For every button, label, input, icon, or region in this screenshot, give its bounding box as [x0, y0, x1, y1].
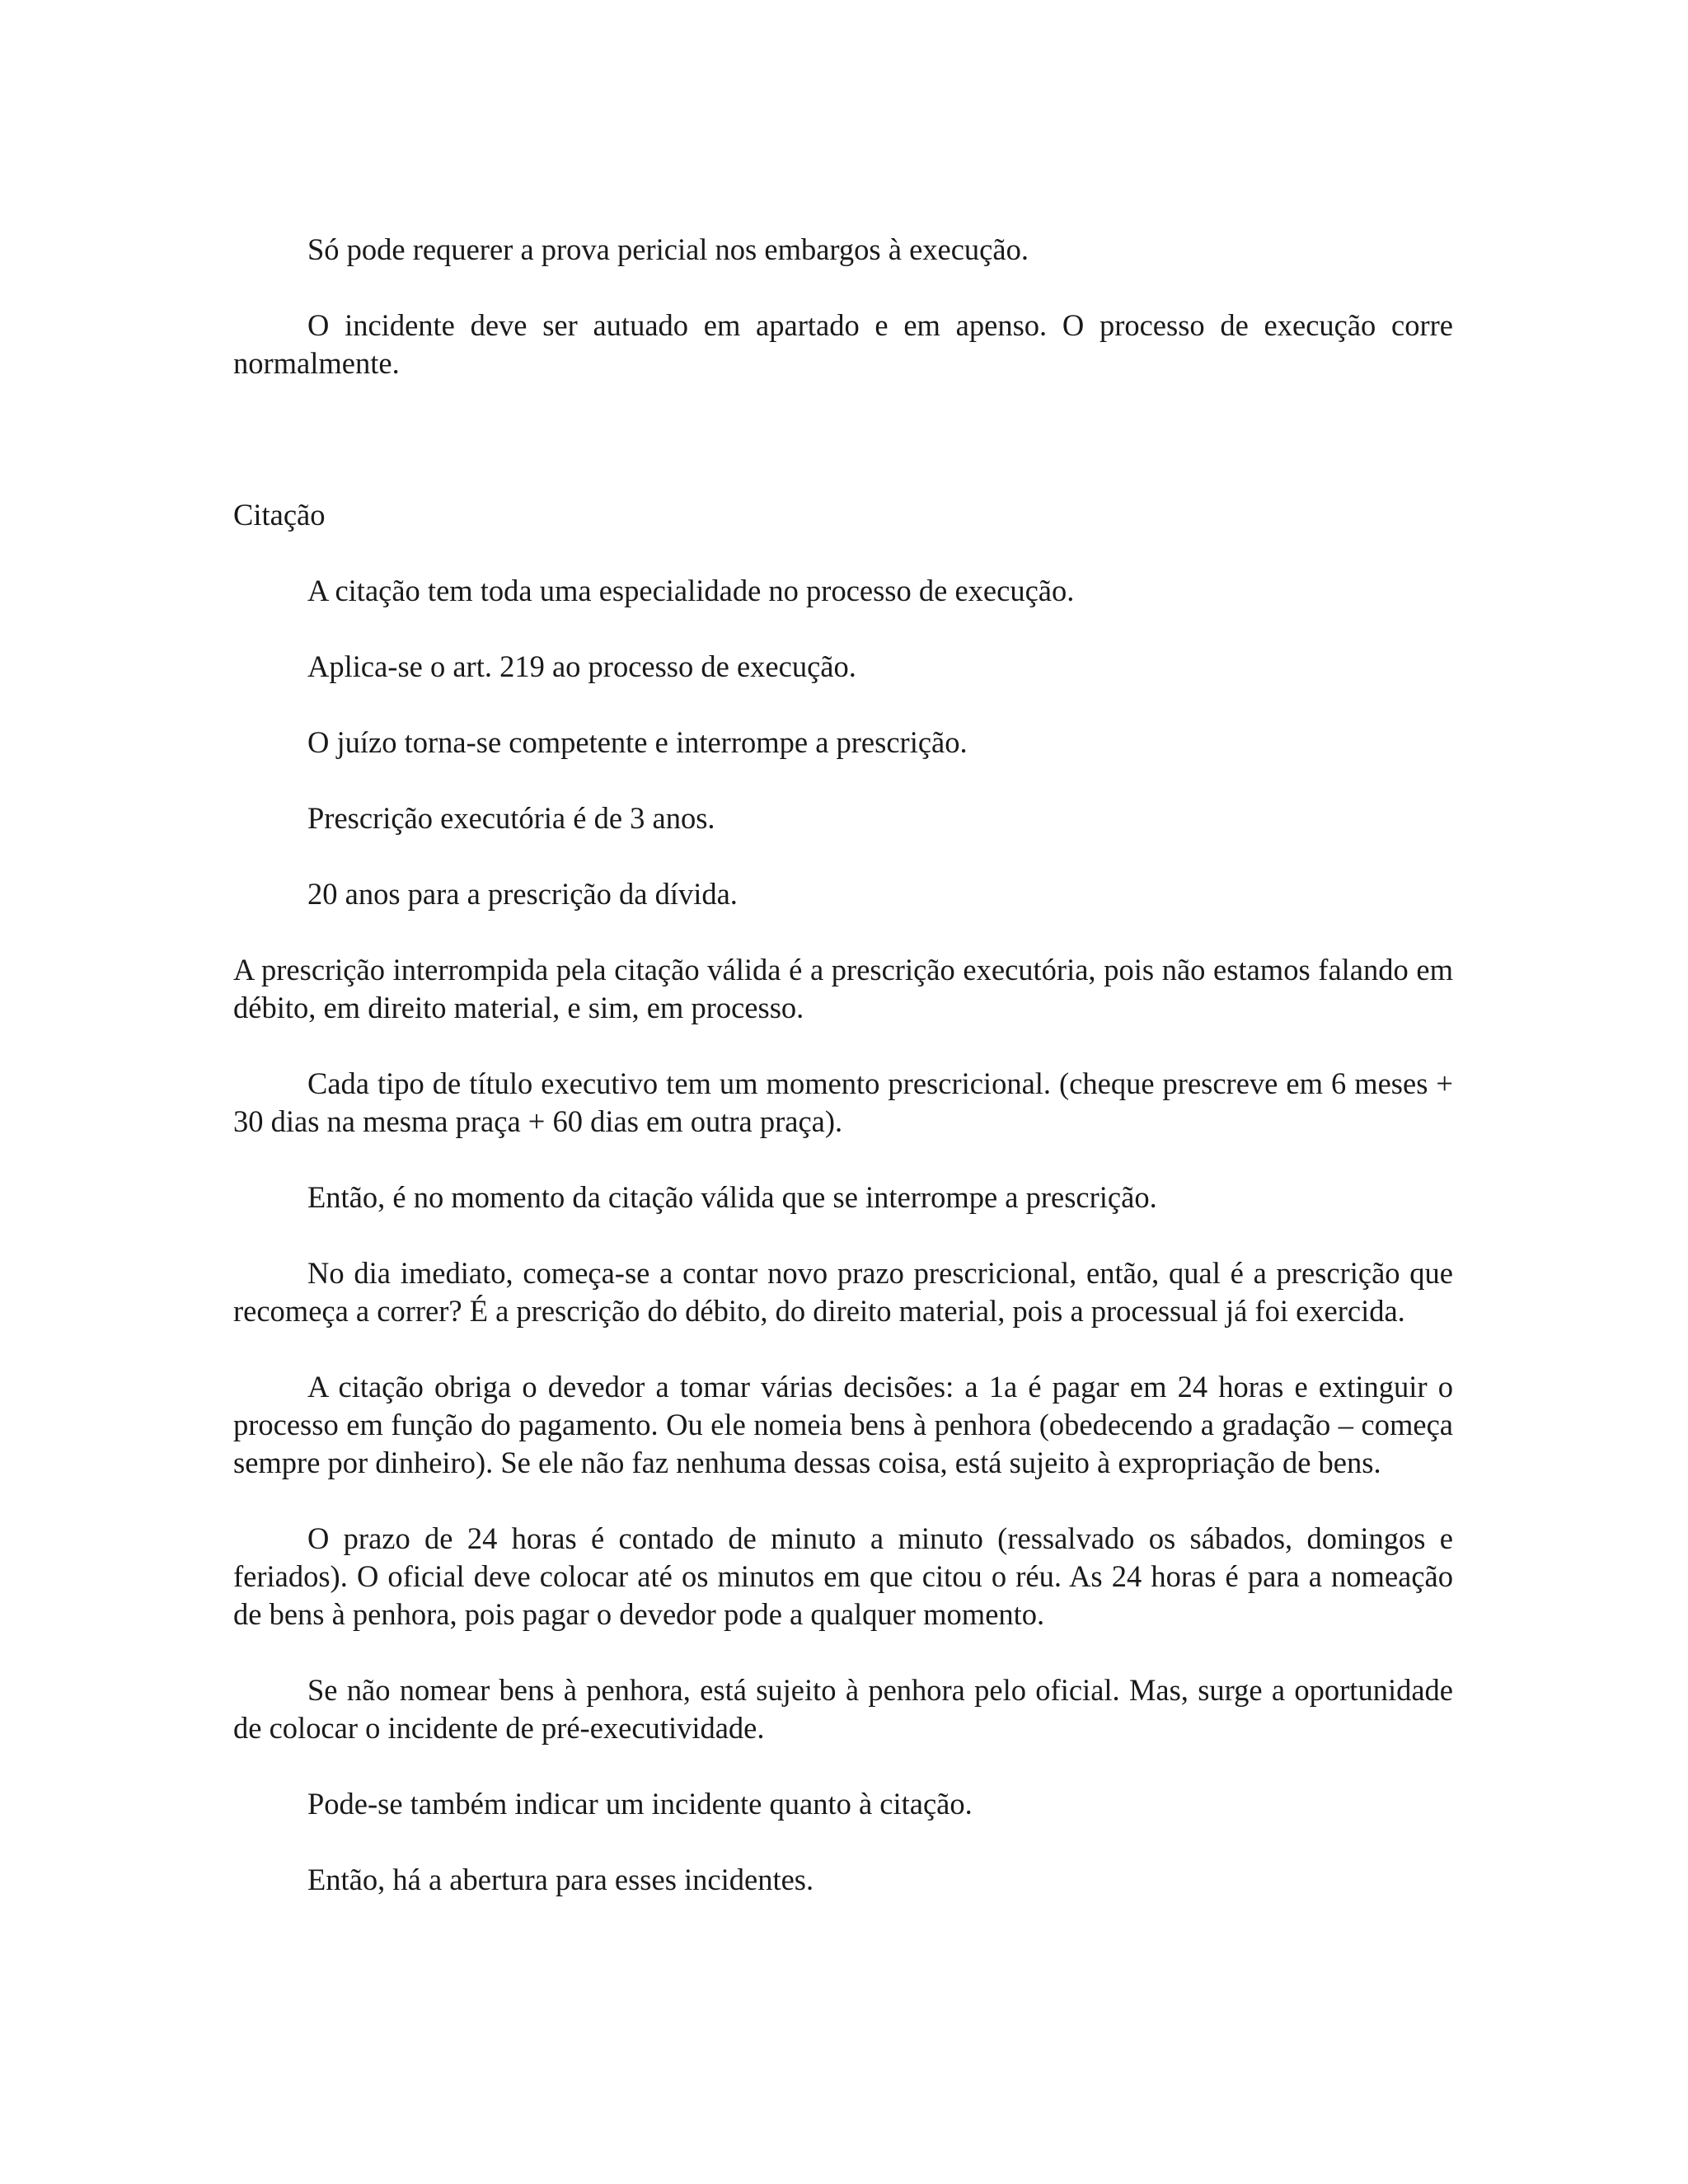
paragraph-dia-imediato: No dia imediato, começa-se a contar novo prazo prescricional, então, qual é a prescrição que recomeça a correr? É a prescrição do débito, do direito material, pois a processual já foi exercida. [233, 1256, 1453, 1328]
paragraph-titulo-executivo: Cada tipo de título executivo tem um momento prescricional. (cheque prescreve em 6 meses + 30 dias na mesma praça + 60 dias em outra praça). [233, 1066, 1453, 1138]
paragraph-momento-citacao: Então, é no momento da citação válida que se interrompe a prescrição. [307, 1180, 1157, 1214]
paragraph-20-anos: 20 anos para a prescrição da dívida. [307, 877, 738, 911]
paragraph-decisoes-devedor: A citação obriga o devedor a tomar várias decisões: a 1a é pagar em 24 horas e extinguir o processo em função do pagamento. Ou ele nomeia bens à penhora (obedecendo a gradação – começa sempre por dinheiro). Se ele não faz nenhuma dessas coisa, está sujeito à expropriação de bens. [233, 1370, 1453, 1479]
paragraph-art-219: Aplica-se o art. 219 ao processo de execução. [307, 649, 856, 683]
section-heading-citacao: Citação [233, 498, 326, 532]
paragraph-juizo-competente: O juízo torna-se competente e interrompe a prescrição. [307, 725, 968, 759]
paragraph-incidente-citacao: Pode-se também indicar um incidente quanto à citação. [307, 1787, 973, 1821]
paragraph-prescricao-interrompida: A prescrição interrompida pela citação válida é a prescrição executória, pois não estamos falando em débito, em direito material, e sim, em processo. [233, 953, 1453, 1024]
paragraph-prazo-24-horas: O prazo de 24 horas é contado de minuto a minuto (ressalvado os sábados, domingos e feriados). O oficial deve colocar até os minutos em que citou o réu. As 24 horas é para a nomeação de bens à penhora, pois pagar o devedor pode a qualquer momento. [233, 1521, 1453, 1631]
paragraph-nao-nomear-bens: Se não nomear bens à penhora, está sujeito à penhora pelo oficial. Mas, surge a oportunidade de colocar o incidente de pré-executividade. [233, 1673, 1453, 1745]
paragraph-prova-pericial: Só pode requerer a prova pericial nos embargos à execução. [307, 232, 1029, 266]
paragraph-abertura-incidentes: Então, há a abertura para esses incidentes. [307, 1863, 814, 1896]
document-body [233, 231, 1453, 1937]
paragraph-incidente-autuado: O incidente deve ser autuado em apartado e em apenso. O processo de execução corre normalmente. [233, 308, 1453, 380]
paragraph-prescricao-executoria: Prescrição executória é de 3 anos. [307, 801, 715, 835]
paragraph-citacao-especialidade: A citação tem toda uma especialidade no processo de execução. [307, 574, 1075, 607]
